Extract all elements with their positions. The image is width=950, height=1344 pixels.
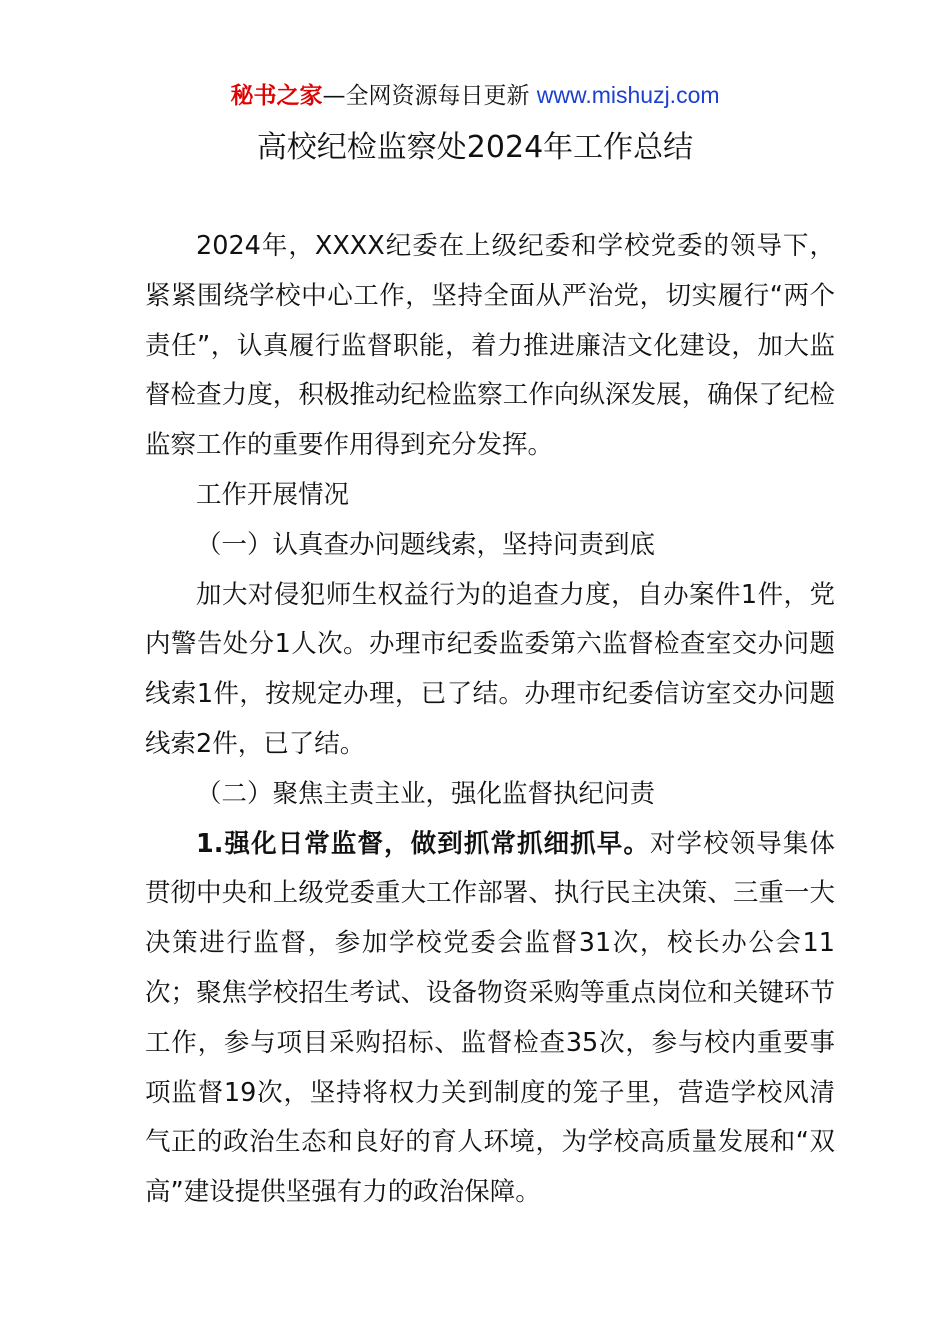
- subsection-1-heading: （一）认真查办问题线索，坚持问责到底: [196, 529, 656, 560]
- site-url-link[interactable]: www.mishuzj.com: [536, 82, 720, 108]
- site-brand: 秘书之家: [230, 83, 323, 109]
- site-header: [0, 78, 950, 113]
- item-1-paragraph: [145, 820, 835, 1218]
- document-title: 高校纪检监察处2024年工作总结: [256, 130, 694, 165]
- subsection-1-paragraph: 加大对侵犯师生权益行为的追查力度，自办案件1件，党内警告处分1人次。办理市纪委监委第六监督检查室交办问题线索1件，按规定办理，已了结。办理市纪委信访室交办问题线索2件，已了结。: [145, 579, 835, 759]
- item-1-body: 对学校领导集体贯彻中央和上级党委重大工作部署、执行民主决策、三重一大决策进行监督，参加学校党委会监督31次，校长办公会11次；聚焦学校招生考试、设备物资采购等重点岗位和关键环节工作，参与项目采购招标、监督检查35次，参与校内重要事项监督19次，坚持将权力关到制度的笼子里，营造学校风清气正的政治生态和良好的育人环境，为学校高质量发展和“双高”建设提供坚强有力的政治保障。: [145, 828, 835, 1208]
- intro-paragraph: 2024年，XXXX纪委在上级纪委和学校党委的领导下，紧紧围绕学校中心工作，坚持全面从严治党，切实履行“两个责任”，认真履行监督职能，着力推进廉洁文化建设，加大监督检查力度，积极推动纪检监察工作向纵深发展，确保了纪检监察工作的重要作用得到充分发挥。: [145, 231, 835, 461]
- section-heading: 工作开展情况: [196, 479, 350, 510]
- subsection-2-heading: （二）聚焦主责主业，强化监督执纪问责: [196, 778, 656, 809]
- item-1-lead: 1.强化日常监督，做到抓常抓细抓早。: [196, 828, 650, 859]
- document-body: [145, 222, 835, 1218]
- site-tagline: —全网资源每日更新: [322, 83, 530, 109]
